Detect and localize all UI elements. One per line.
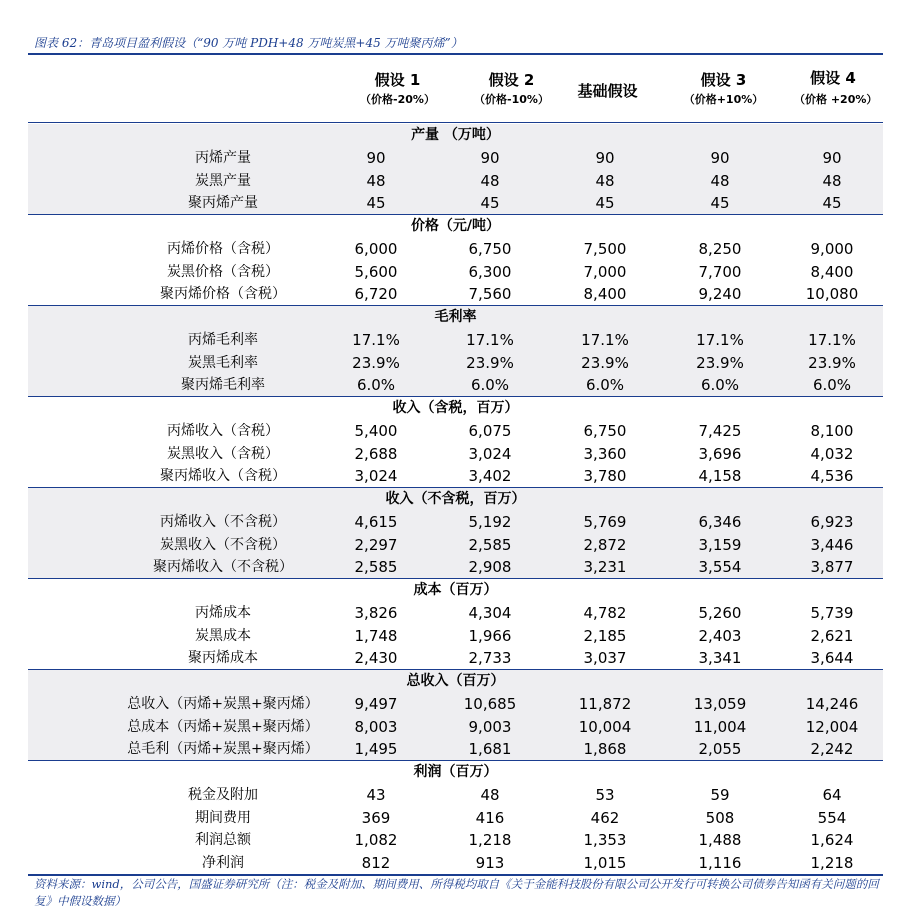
cell-value: 64 — [822, 786, 842, 804]
cell-value: 8,100 — [810, 422, 854, 440]
cell-value: 17.1% — [808, 331, 856, 349]
row-label: 聚丙烯收入（不含税） — [153, 559, 293, 576]
cell-value: 6,750 — [583, 422, 627, 440]
section-title: 收入（不含税，百万） — [385, 491, 526, 507]
table-row — [28, 147, 883, 170]
cell-value: 48 — [595, 171, 615, 190]
section-title: 收入（含税，百万） — [392, 400, 519, 416]
cell-value: 9,000 — [810, 240, 854, 258]
cell-value: 2,872 — [583, 535, 627, 554]
cell-value: 1,868 — [583, 740, 627, 759]
cell-value: 12,004 — [805, 717, 859, 736]
row-label: 聚丙烯成本 — [188, 650, 258, 667]
cell-value: 90 — [480, 149, 500, 167]
cell-value: 3,780 — [583, 467, 627, 486]
cell-value: 3,231 — [583, 558, 627, 577]
cell-value: 6,720 — [354, 285, 398, 304]
table-row — [28, 283, 883, 306]
cell-value: 11,872 — [578, 695, 632, 713]
table-section — [28, 761, 883, 875]
table-section — [28, 397, 883, 488]
section-divider — [28, 578, 883, 579]
table-row — [28, 807, 883, 830]
cell-value: 5,260 — [698, 604, 742, 622]
cell-value: 9,003 — [468, 717, 512, 736]
column-header-title: 假设 3 — [700, 71, 747, 89]
table-row — [28, 625, 883, 648]
cell-value: 8,250 — [698, 240, 742, 258]
row-label: 炭黑价格（含税） — [167, 263, 279, 280]
cell-value: 23.9% — [352, 353, 400, 372]
cell-value: 5,400 — [354, 422, 398, 440]
cell-value: 4,032 — [810, 444, 854, 463]
cell-value: 3,554 — [698, 558, 742, 577]
table-row — [28, 829, 883, 852]
cell-value: 1,495 — [354, 740, 398, 759]
table-row — [28, 693, 883, 716]
table-row — [28, 556, 883, 579]
cell-value: 1,116 — [698, 854, 742, 873]
row-label: 聚丙烯产量 — [188, 195, 258, 212]
column-header-title: 假设 1 — [374, 71, 421, 89]
row-label: 丙烯收入（含税） — [167, 423, 279, 439]
column-header-subtitle: （价格-20%） — [360, 93, 435, 106]
cell-value: 23.9% — [466, 353, 514, 372]
table-row — [28, 534, 883, 557]
cell-value: 7,500 — [583, 240, 627, 258]
column-header-4 — [794, 56, 878, 122]
section-title: 产量 （万吨） — [411, 127, 500, 143]
cell-value: 4,615 — [354, 513, 398, 531]
cell-value: 3,877 — [810, 558, 854, 577]
figure-caption: 图表 62：青岛项目盈利假设（“90 万吨 PDH+48 万吨炭黑+45 万吨聚丙烯”） — [34, 36, 463, 50]
table-row — [28, 170, 883, 193]
cell-value: 6.0% — [470, 376, 510, 395]
cell-value: 17.1% — [581, 331, 629, 349]
cell-value: 17.1% — [696, 331, 744, 349]
cell-value: 8,003 — [354, 717, 398, 736]
cell-value: 3,037 — [583, 649, 627, 668]
cell-value: 6,923 — [810, 513, 854, 531]
row-label: 炭黑成本 — [195, 627, 251, 644]
table-section — [28, 306, 883, 397]
row-label: 总成本（丙烯+炭黑+聚丙烯） — [127, 718, 319, 735]
section-divider — [28, 305, 883, 306]
cell-value: 6,750 — [468, 240, 512, 258]
cell-value: 10,080 — [805, 285, 859, 304]
table-row — [28, 716, 883, 739]
cell-value: 48 — [480, 786, 500, 804]
row-label: 炭黑产量 — [195, 172, 251, 189]
cell-value: 6,346 — [698, 513, 742, 531]
cell-value: 14,246 — [805, 695, 859, 713]
table-header — [28, 56, 883, 122]
cell-value: 2,055 — [698, 740, 742, 759]
section-title: 利润（百万） — [413, 764, 498, 780]
cell-value: 6.0% — [356, 376, 396, 395]
row-label: 税金及附加 — [188, 787, 258, 803]
cell-value: 43 — [366, 786, 386, 804]
table-row — [28, 602, 883, 625]
table-row — [28, 465, 883, 488]
header-rule — [28, 122, 883, 123]
cell-value: 508 — [705, 808, 735, 827]
cell-value: 6.0% — [700, 376, 740, 395]
source-note: 资料来源：wind，公司公告，国盛证券研究所（注：税金及附加、期间费用、所得税均取自《关于金能科技股份有限公司公开发行可转换公司债券告知函有关问题的回复》中假设数据） — [34, 877, 879, 908]
table-row — [28, 192, 883, 215]
cell-value: 2,585 — [354, 558, 398, 577]
cell-value: 53 — [595, 786, 615, 804]
cell-value: 3,360 — [583, 444, 627, 463]
cell-value: 1,624 — [810, 831, 854, 850]
cell-value: 23.9% — [581, 353, 629, 372]
cell-value: 10,004 — [578, 717, 632, 736]
section-divider — [28, 760, 883, 761]
cell-value: 90 — [595, 149, 615, 167]
section-divider — [28, 396, 883, 397]
cell-value: 2,403 — [698, 626, 742, 645]
cell-value: 554 — [817, 808, 847, 827]
cell-value: 2,733 — [468, 649, 512, 668]
cell-value: 45 — [595, 194, 615, 213]
cell-value: 48 — [822, 171, 842, 190]
row-label: 聚丙烯收入（含税） — [160, 468, 286, 485]
table-section — [28, 579, 883, 670]
table-row — [28, 374, 883, 397]
cell-value: 3,402 — [468, 467, 512, 486]
section-divider — [28, 214, 883, 215]
row-label: 总收入（丙烯+炭黑+聚丙烯） — [127, 696, 319, 712]
cell-value: 17.1% — [352, 331, 400, 349]
cell-value: 6,300 — [468, 262, 512, 281]
cell-value: 3,644 — [810, 649, 854, 668]
cell-value: 7,700 — [698, 262, 742, 281]
cell-value: 812 — [361, 854, 391, 873]
cell-value: 2,908 — [468, 558, 512, 577]
cell-value: 3,826 — [354, 604, 398, 622]
cell-value: 23.9% — [808, 353, 856, 372]
table-section — [28, 488, 883, 579]
cell-value: 6,075 — [468, 422, 512, 440]
cell-value: 6.0% — [585, 376, 625, 395]
table-row — [28, 852, 883, 875]
column-header-subtitle: （价格+10%） — [683, 93, 764, 106]
table-row — [28, 511, 883, 534]
cell-value: 4,782 — [583, 604, 627, 622]
row-label: 丙烯价格（含税） — [167, 241, 279, 257]
cell-value: 1,015 — [583, 854, 627, 873]
row-label: 期间费用 — [195, 809, 251, 826]
cell-value: 7,425 — [698, 422, 742, 440]
section-divider — [28, 487, 883, 488]
cell-value: 4,536 — [810, 467, 854, 486]
cell-value: 48 — [480, 171, 500, 190]
cell-value: 9,240 — [698, 285, 742, 304]
cell-value: 90 — [366, 149, 386, 167]
cell-value: 8,400 — [810, 262, 854, 281]
table-row — [28, 420, 883, 443]
cell-value: 7,000 — [583, 262, 627, 281]
column-header-title: 假设 4 — [810, 69, 856, 87]
cell-value: 8,400 — [583, 285, 627, 304]
cell-value: 416 — [475, 808, 505, 827]
cell-value: 23.9% — [696, 353, 744, 372]
column-header-3 — [666, 56, 781, 122]
section-divider — [28, 669, 883, 670]
table-row — [28, 784, 883, 807]
cell-value: 48 — [366, 171, 386, 190]
cell-value: 913 — [475, 854, 505, 873]
cell-value: 45 — [822, 194, 842, 213]
table-row — [28, 647, 883, 670]
row-label: 炭黑收入（含税） — [167, 445, 279, 462]
cell-value: 9,497 — [354, 695, 398, 713]
row-label: 丙烯产量 — [195, 150, 251, 166]
table-row — [28, 352, 883, 375]
cell-value: 6.0% — [812, 376, 852, 395]
cell-value: 1,966 — [468, 626, 512, 645]
column-header-title: 基础假设 — [577, 82, 638, 100]
cell-value: 5,739 — [810, 604, 854, 622]
table-section — [28, 670, 883, 761]
row-label: 总毛利（丙烯+炭黑+聚丙烯） — [127, 741, 319, 758]
cell-value: 90 — [710, 149, 730, 167]
row-label: 丙烯毛利率 — [188, 332, 258, 348]
cell-value: 48 — [710, 171, 730, 190]
section-title: 价格（元/吨） — [410, 218, 501, 234]
cell-value: 4,158 — [698, 467, 742, 486]
cell-value: 90 — [822, 149, 842, 167]
cell-value: 462 — [590, 808, 620, 827]
cell-value: 1,082 — [354, 831, 398, 850]
cell-value: 1,353 — [583, 831, 627, 850]
cell-value: 1,218 — [468, 831, 512, 850]
cell-value: 3,024 — [354, 467, 398, 486]
column-header-title: 假设 2 — [488, 71, 535, 89]
column-header-base — [550, 56, 665, 124]
section-title: 毛利率 — [434, 309, 477, 325]
row-label: 聚丙烯毛利率 — [181, 377, 265, 394]
cell-value: 4,304 — [468, 604, 512, 622]
column-header-subtitle: （价格-10%） — [474, 93, 549, 106]
cell-value: 3,446 — [810, 535, 854, 554]
top-rule — [28, 53, 883, 55]
cell-value: 2,242 — [810, 740, 854, 759]
cell-value: 45 — [366, 194, 386, 213]
row-label: 丙烯收入（不含税） — [160, 514, 286, 530]
table-section — [28, 124, 883, 215]
column-header-subtitle: （价格 +20%） — [794, 93, 878, 106]
section-title: 成本（百万） — [413, 582, 498, 598]
table-row — [28, 329, 883, 352]
cell-value: 3,341 — [698, 649, 742, 668]
cell-value: 10,685 — [463, 695, 517, 713]
cell-value: 17.1% — [466, 331, 514, 349]
cell-value: 2,430 — [354, 649, 398, 668]
cell-value: 45 — [480, 194, 500, 213]
cell-value: 1,748 — [354, 626, 398, 645]
cell-value: 7,560 — [468, 285, 512, 304]
cell-value: 2,621 — [810, 626, 854, 645]
cell-value: 2,585 — [468, 535, 512, 554]
cell-value: 13,059 — [693, 695, 747, 713]
table-row — [28, 238, 883, 261]
cell-value: 2,297 — [354, 535, 398, 554]
cell-value: 369 — [361, 808, 391, 827]
column-header-1 — [340, 56, 455, 122]
cell-value: 1,488 — [698, 831, 742, 850]
section-title: 总收入（百万） — [406, 673, 505, 689]
table-row — [28, 443, 883, 466]
cell-value: 45 — [710, 194, 730, 213]
cell-value: 5,769 — [583, 513, 627, 531]
row-label: 炭黑收入（不含税） — [160, 536, 286, 553]
cell-value: 1,681 — [468, 740, 512, 759]
table-row — [28, 738, 883, 761]
cell-value: 3,159 — [698, 535, 742, 554]
cell-value: 11,004 — [693, 717, 747, 736]
row-label: 利润总额 — [195, 832, 251, 849]
row-label: 炭黑毛利率 — [188, 354, 258, 371]
cell-value: 59 — [710, 786, 730, 804]
cell-value: 2,688 — [354, 444, 398, 463]
row-label: 净利润 — [202, 855, 244, 872]
cell-value: 6,000 — [354, 240, 398, 258]
table-row — [28, 261, 883, 284]
cell-value: 2,185 — [583, 626, 627, 645]
cell-value: 3,696 — [698, 444, 742, 463]
table-section — [28, 215, 883, 306]
row-label: 聚丙烯价格（含税） — [160, 286, 286, 303]
cell-value: 5,192 — [468, 513, 512, 531]
cell-value: 5,600 — [354, 262, 398, 281]
cell-value: 3,024 — [468, 444, 512, 463]
cell-value: 1,218 — [810, 854, 854, 873]
row-label: 丙烯成本 — [195, 605, 251, 621]
